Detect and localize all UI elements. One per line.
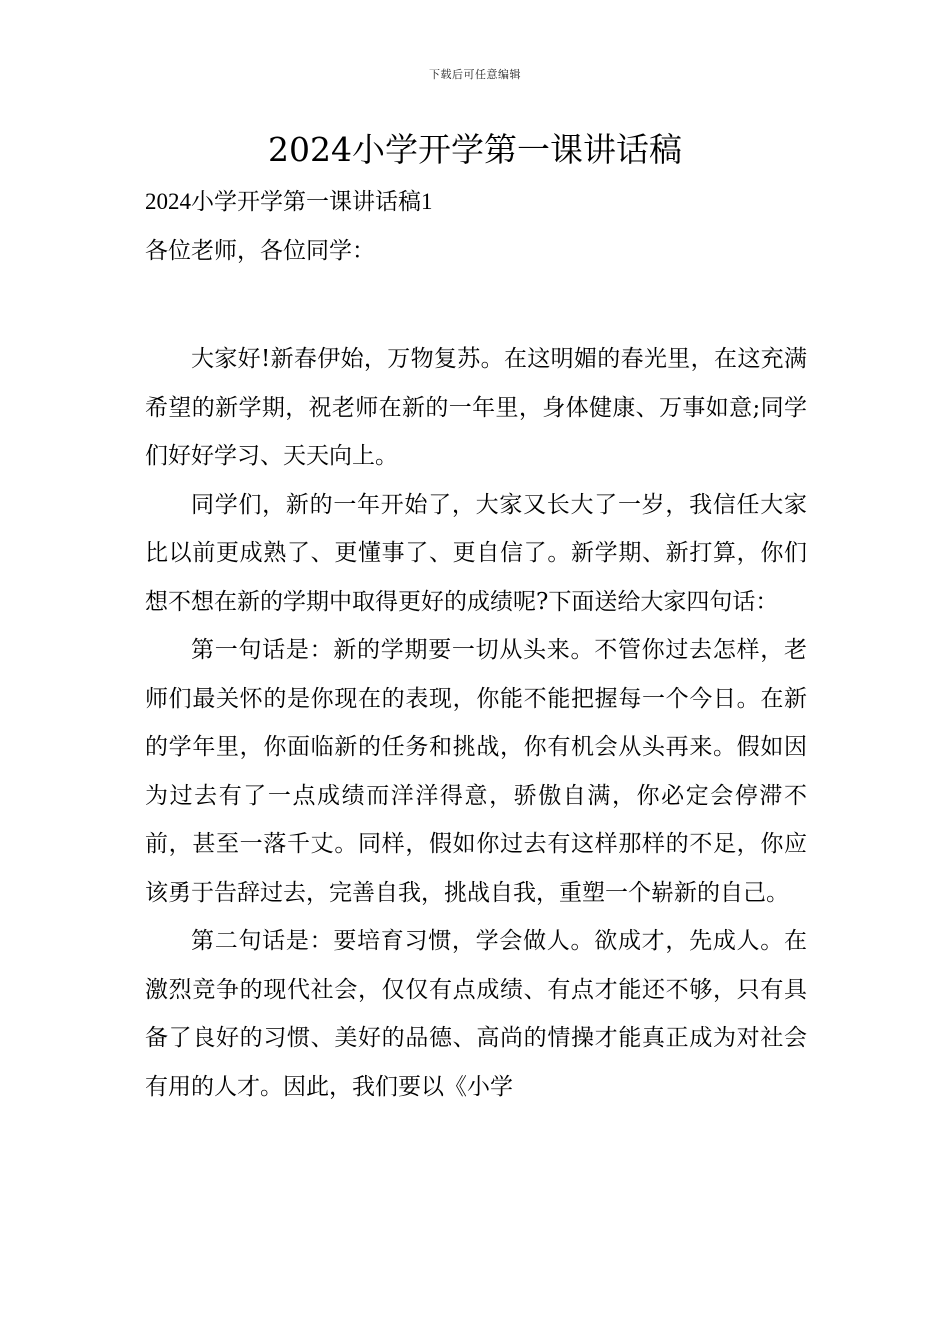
salutation: 各位老师，各位同学： xyxy=(145,237,375,264)
paragraph-first-point: 第一句话是：新的学期要一切从头来。不管你过去怎样，老师们最关怀的是你现在的表现，你能不能把握每一个今日。在新的学年里，你面临新的任务和挑战，你有机会从头再来。假如因为过去有了一点成绩而洋洋得意，骄傲自满，你必定会停滞不前，甚至一落千丈。同样，假如你过去有这样那样的不足，你应该勇于告辞过去，完善自我，挑战自我，重塑一个崭新的自己。 xyxy=(145,637,807,906)
page-header-note: 下载后可任意编辑 xyxy=(429,68,521,81)
document-subtitle: 2024小学开学第一课讲话稿1 xyxy=(145,189,433,214)
paragraph-second-point: 第二句话是：要培育习惯，学会做人。欲成才，先成人。在激烈竞争的现代社会，仅仅有点成绩、有点才能还不够，只有具备了良好的习惯、美好的品德、高尚的情操才能真正成为对社会有用的人才。因此，我们要以《小学 xyxy=(145,928,807,1100)
document-title: 2024小学开学第一课讲话稿 xyxy=(268,130,682,169)
paragraph-greeting: 大家好!新春伊始，万物复苏。在这明媚的春光里，在这充满希望的新学期，祝老师在新的一年里，身体健康、万事如意;同学们好好学习、天天向上。 xyxy=(145,346,807,469)
document-body xyxy=(145,178,807,1111)
paragraph-new-year: 同学们，新的一年开始了，大家又长大了一岁，我信任大家比以前更成熟了、更懂事了、更自信了。新学期、新打算，你们想不想在新的学期中取得更好的成绩呢?下面送给大家四句话： xyxy=(145,491,807,615)
